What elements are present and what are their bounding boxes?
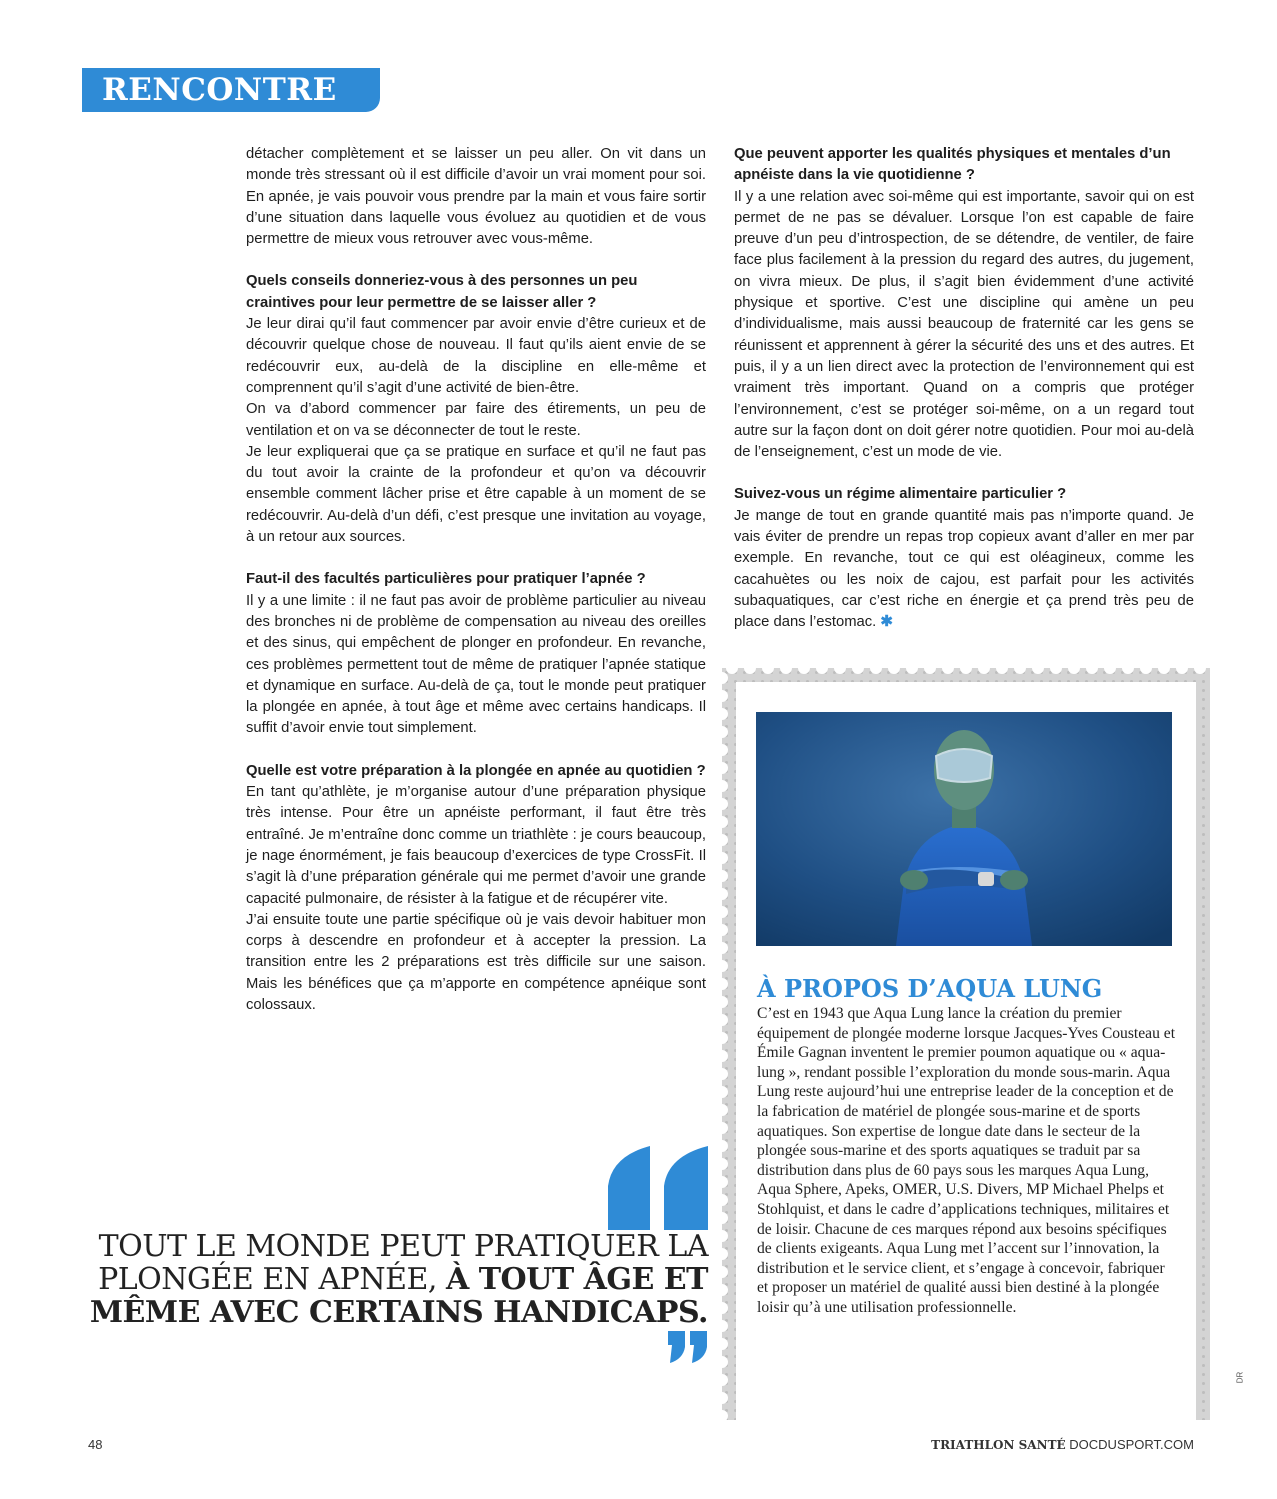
section-tag-label: RENCONTRE: [102, 72, 337, 108]
interview-answer: détacher complètement et se laisser un peu aller. On vit dans un monde très stressant où il est difficile d’avoir un vrai moment pour soi. En apnée, je vais pouvoir vous prendre par la main et vous faire sortir d’une situation dans laquelle vous évoluez au quotidien et de vous permettre de mieux vous retrouver avec vous-même.: [246, 146, 706, 248]
footer-site: DOCDUSPORT.COM: [1069, 1437, 1194, 1452]
interview-answer: Il y a une limite : il ne faut pas avoir de problème particulier au niveau des bronches ni de problème de compensation au niveau des oreilles et des sinus, qui empêchent de plonger en profondeur. En revanche, ces problèmes permettent tout de même de pratiquer l’apnée statique et dynamique en surface. Au-delà de ça, tout le monde peut pratiquer la plongée en apnée, à tout âge et même avec certains handicaps. Il suffit d’avoir envie tout simplement.: [246, 592, 706, 737]
footer-brand: TRIATHLON SANTÉ: [931, 1438, 1066, 1452]
interview-question: Que peuvent apporter les qualités physiques et mentales d’un apnéiste dans la vie quotidienne ?: [734, 146, 1171, 184]
sidebar-text: C’est en 1943 que Aqua Lung lance la création du premier équipement de plongée moderne lorsque Jacques-Yves Cousteau et Émile Gagnan inventent le premier poumon aquatique ou « aqua-lung », rendant possible l’exploration du monde sous-marin. Aqua Lung reste aujourd’hui une entreprise leader de la conception et de la fabrication de matériel de plongée sous-marine et de sports aquatiques. Son expertise de longue date dans le secteur de la plongée sous-marine et des sports aquatiques se traduit par sa distribution dans plus de 60 pays sous les marques Aqua Lung, Aqua Sphere, Apeks, OMER, U.S. Divers, MP Michael Phelps et Stohlquist, et dans le cadre d’applications techniques, militaires et de loisir. Chacune de ces marques répond aux besoins spécifiques de clients exigeants. Aqua Lung met l’accent sur l’innovation, la distribution et le service client, et s’engage à concevoir, fabriquer et proposer un matériel de qualité aussi bien destiné à la plongée loisir qu’à une utilisation professionnelle.: [757, 1005, 1176, 1316]
pull-quote: [40, 1230, 708, 1363]
interview-answer: Je leur dirai qu’il faut commencer par avoir envie d’être curieux et de découvrir quelque chose de nouveau. Il faut qu’ils aient envie de se redécouvrir eux, au-delà de la discipline en elle-même et comprennent qu’il s’agit d’une activité de bien-être.: [246, 316, 706, 396]
sidebar-title: À PROPOS D’AQUA LUNG: [757, 974, 1103, 1003]
article-column-left: [246, 144, 706, 1016]
open-quote-icon: [606, 1146, 710, 1230]
interview-answer: On va d’abord commencer par faire des étirements, un peu de ventilation et on va se déconnecter de tout le reste.: [246, 401, 706, 439]
end-mark-icon: ✱: [876, 614, 893, 631]
interview-answer: En tant qu’athlète, je m’organise autour d’une préparation physique très intense. Pour être un apnéiste performant, il faut être très entraîné. Je m’entraîne donc comme un triathlète : je cours beaucoup, je nage énormément, je fais beaucoup d’exercices de type CrossFit. Il s’agit là d’une préparation générale qui me permet d’avoir une grande capacité pulmonaire, de résister à la fatigue et de récupérer vite.: [246, 784, 706, 907]
interview-question: Faut-il des facultés particulières pour pratiquer l’apnée ?: [246, 571, 646, 588]
interview-question: Suivez-vous un régime alimentaire particulier ?: [734, 486, 1067, 503]
section-tag: [82, 68, 380, 112]
pull-quote-normal: TOUT LE MONDE PEUT PRATIQUER LA PLONGÉE EN APNÉE,: [98, 1229, 708, 1297]
diver-photo: [756, 712, 1172, 946]
interview-answer: Il y a une relation avec soi-même qui est importante, savoir qui on est permet de ne pas se dévaluer. Lorsque l’on est capable de faire preuve d’un peu d’introspection, de se détendre, de ventiler, de faire face plus facilement à la pression du regard des autres, du jugement, on vivra mieux. De plus, il s’agit bien évidemment d’une activité physique et sportive. C’est une discipline qui amène un peu d’individualisme, mais aussi beaucoup de fraternité car les gens se réunissent et apprennent à gérer la sécurité des uns et des autres. Et puis, il y a un lien direct avec la protection de l’environnement qui est vraiment très important. Quand on a compris que protéger l’environnement, c’est se protéger soi-même, on a un regard tout autre sur la façon dont on doit gérer notre quotidien. Pour moi au-delà de l’enseignement, c’est un mode de vie.: [734, 188, 1194, 461]
footer: [931, 1437, 1194, 1452]
interview-answer: Je leur expliquerai que ça se pratique en surface et qu’il ne faut pas du tout avoir la crainte de la profondeur et qu’on va découvrir ensemble comment lâcher prise et être capable à un moment de se redécouvrir. Au-delà d’un défi, c’est presque une invitation au voyage, à un retour aux sources.: [246, 443, 706, 546]
close-quote-icon: [668, 1331, 708, 1363]
pull-quote-bold: À TOUT ÂGE ET MÊME AVEC CERTAINS HANDICAPS.: [89, 1262, 708, 1330]
photo-credit: DR: [1235, 1371, 1245, 1384]
interview-question: Quels conseils donneriez-vous à des personnes un peu craintives pour leur permettre de se laisser aller ?: [246, 273, 638, 311]
page-number: 48: [88, 1437, 103, 1452]
interview-answer: Je mange de tout en grande quantité mais pas n’importe quand. Je vais éviter de prendre un repas trop copieux avant d’aller en mer par exemple. En revanche, tout ce qui est oléagineux, comme les cacahuètes ou les noix de cajou, est parfait pour les activités subaquatiques, car c’est riche en énergie et ça prend très peu de place dans l’estomac. ✱: [734, 507, 1194, 631]
article-column-right: [734, 144, 1194, 634]
interview-answer: J’ai ensuite toute une partie spécifique où je vais devoir habituer mon corps à descendre en profondeur et à accepter la pression. La transition entre les 2 préparations est très difficile sur une saison. Mais les bénéfices que ça m’apporte en compétence apnéique sont colossaux.: [246, 911, 706, 1013]
interview-question: Quelle est votre préparation à la plongée en apnée au quotidien ?: [246, 762, 706, 779]
